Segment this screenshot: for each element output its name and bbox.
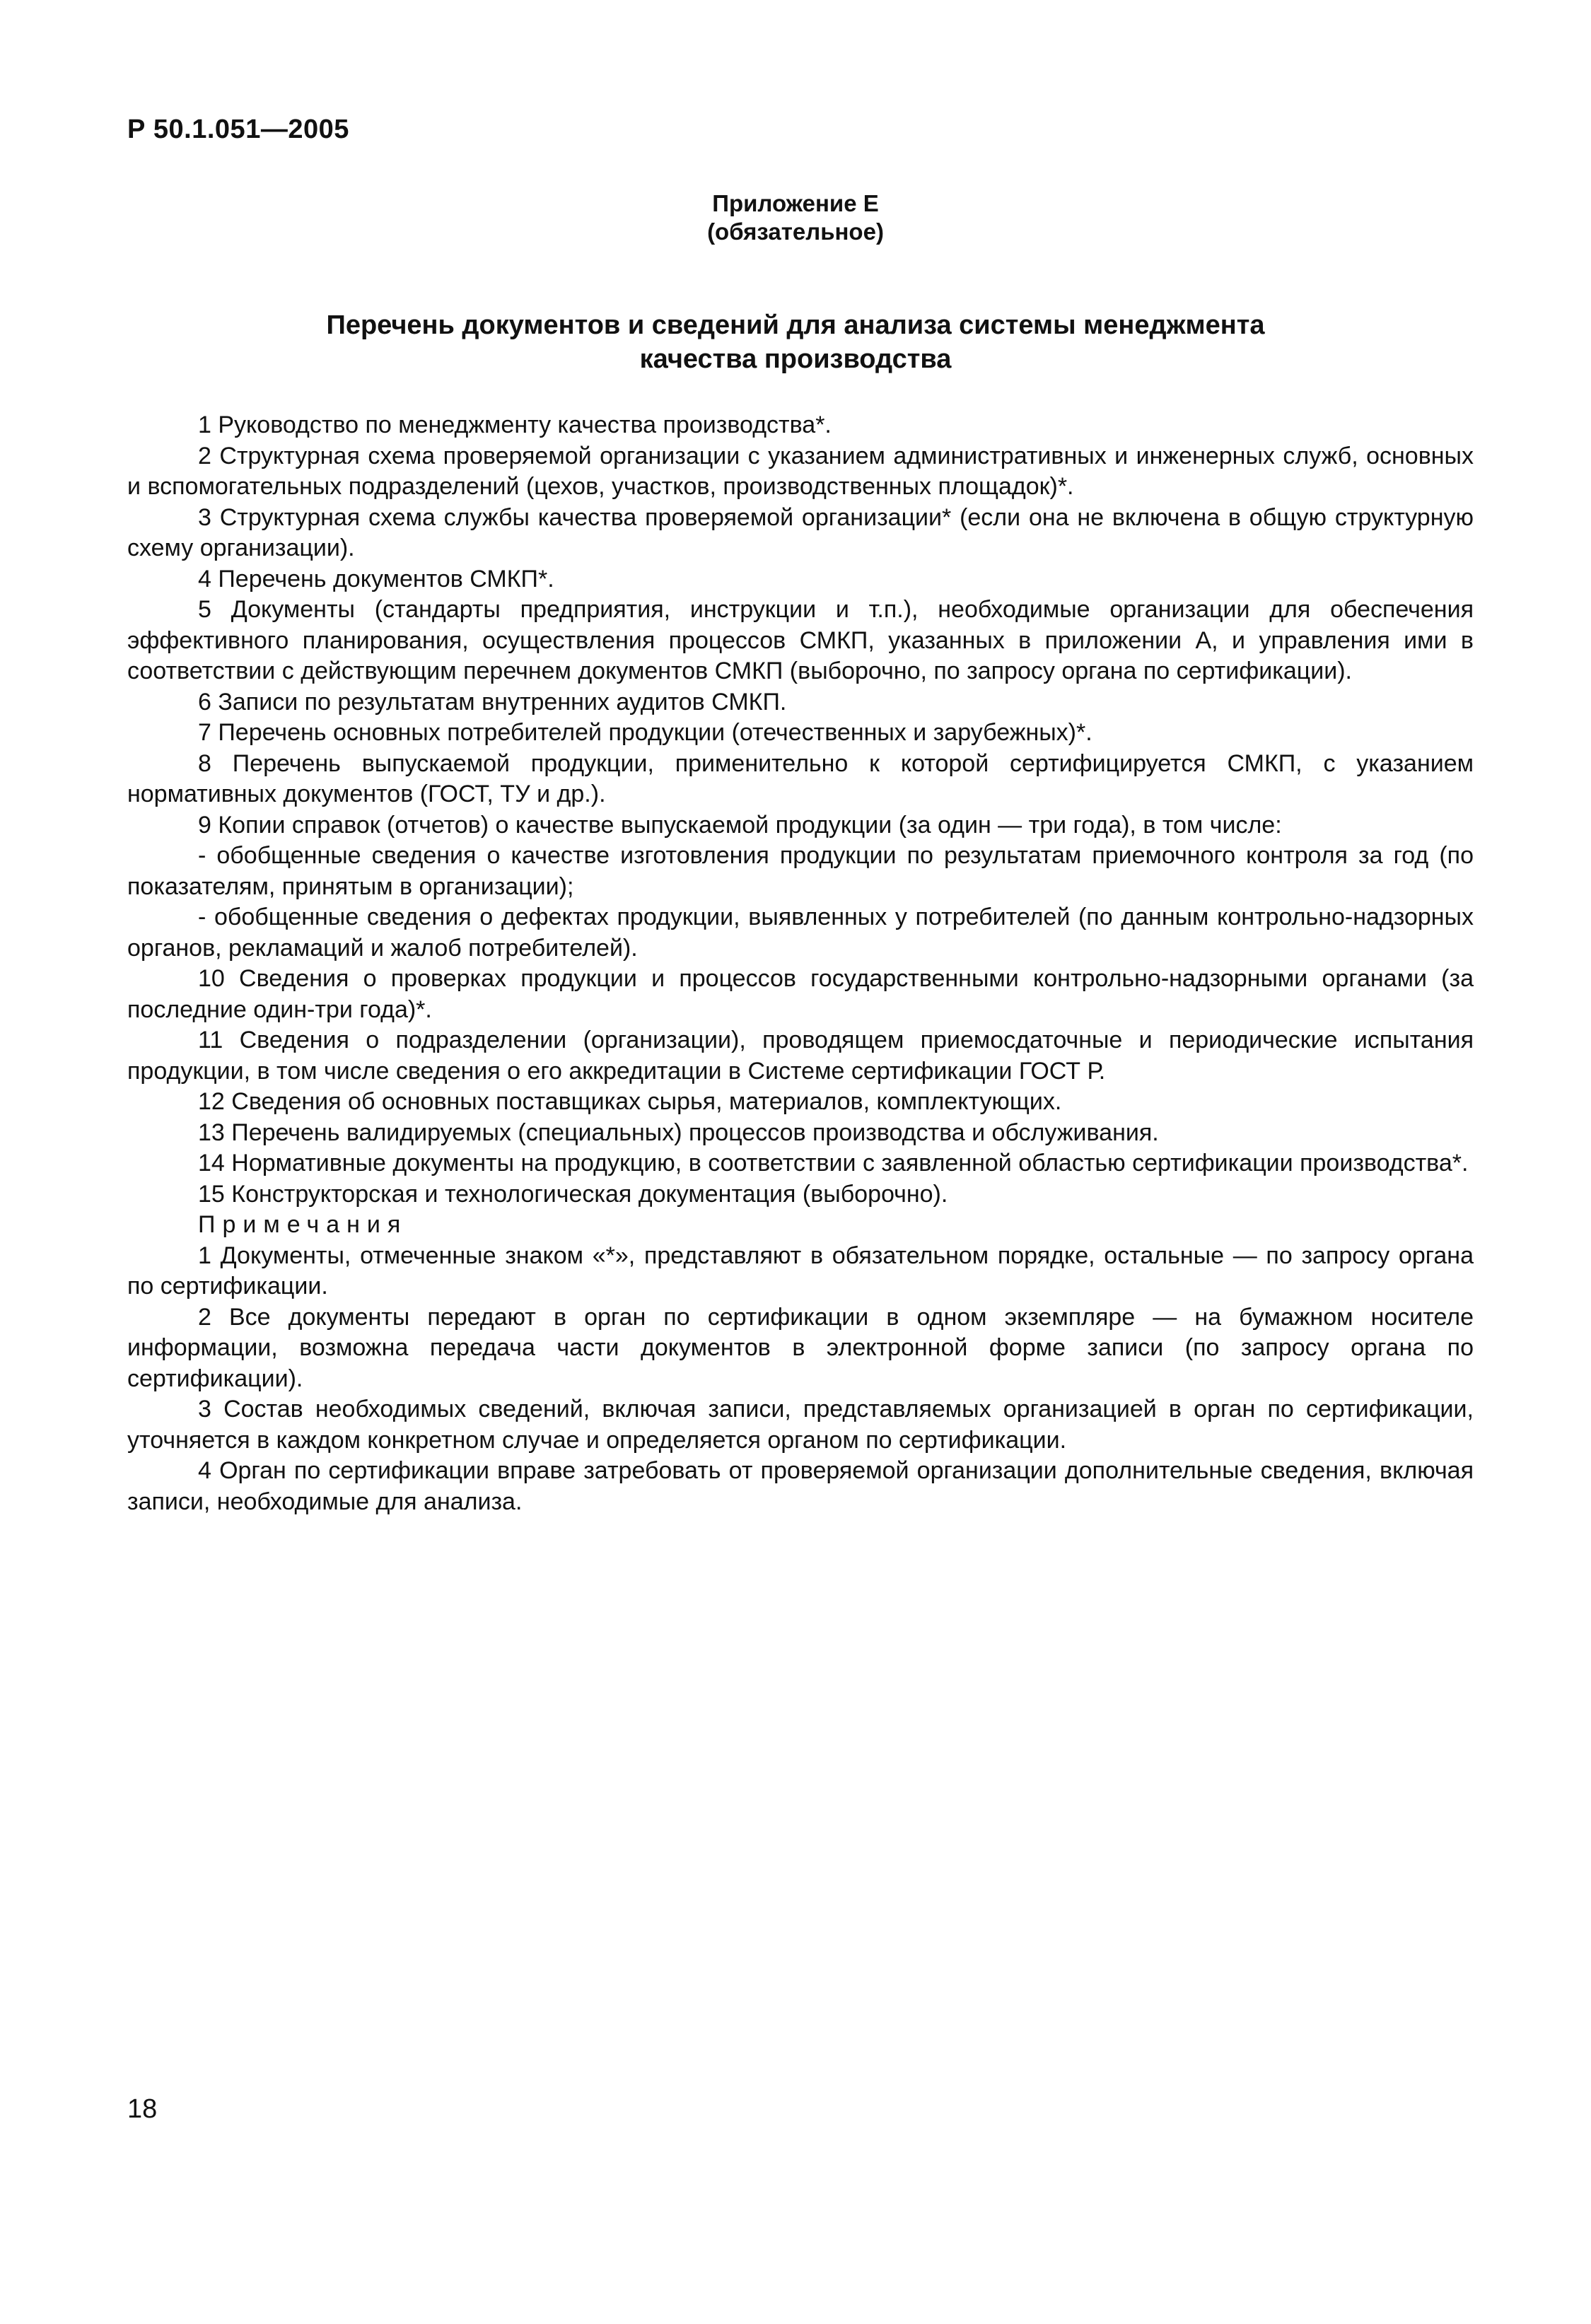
list-item-5: 5 Документы (стандарты предприятия, инструкции и т.п.), необходимые организации для обеспечения эффективного планирования, осуществления процессов СМКП, указанных в приложении А, и управления ими в соответствии с действующим перечнем документов СМКП (выборочно, по запросу органа по сертификации). bbox=[127, 596, 1474, 684]
note-item-3: 3 Состав необходимых сведений, включая записи, представляемых организацией в орган по сертификации, уточняется в каждом конкретном случае и определяется органом по сертификации. bbox=[127, 1396, 1474, 1454]
list-item-3: 3 Структурная схема службы качества проверяемой организации* (если она не включена в общую структурную схему организации). bbox=[127, 503, 1474, 561]
list-item-9-sub-1: - обобщенные сведения о качестве изготовления продукции по результатам приемочного контроля за год (по показателям, принятым в организации); bbox=[127, 842, 1474, 900]
list-item-9-sub-2: - обобщенные сведения о дефектах продукции, выявленных у потребителей (по данным контрольно-надзорных органов, рекламаций и жалоб потребителей). bbox=[127, 904, 1474, 962]
page-title bbox=[212, 308, 1379, 376]
list-item-10: 10 Сведения о проверках продукции и процессов государственными контрольно-надзорными органами (за последние один-три года)*. bbox=[127, 965, 1474, 1023]
document-number: Р 50.1.051—2005 bbox=[127, 115, 349, 144]
list-item-11: 11 Сведения о подразделении (организации), проводящем приемосдаточные и периодические испытания продукции, в том числе сведения о его аккредитации в Системе сертификации ГОСТ Р. bbox=[127, 1027, 1474, 1085]
appendix-heading bbox=[0, 189, 1591, 246]
appendix-status: (обязательное) bbox=[707, 218, 884, 245]
list-item-4: 4 Перечень документов СМКП*. bbox=[198, 565, 554, 592]
title-line-1: Перечень документов и сведений для анализа системы менеджмента bbox=[326, 310, 1265, 340]
list-item-8: 8 Перечень выпускаемой продукции, применительно к которой сертифицируется СМКП, с указанием нормативных документов (ГОСТ, ТУ и др.). bbox=[127, 749, 1474, 807]
list-item-15: 15 Конструкторская и технологическая документация (выборочно). bbox=[198, 1180, 948, 1208]
note-item-2: 2 Все документы передают в орган по сертификации в одном экземпляре — на бумажном носителе информации, возможна передача части документов в электронной форме записи (по запросу органа по сертификации). bbox=[127, 1303, 1474, 1392]
list-item-6: 6 Записи по результатам внутренних аудитов СМКП. bbox=[198, 688, 787, 716]
notes-heading: Примечания bbox=[198, 1211, 408, 1238]
list-item-12: 12 Сведения об основных поставщиках сырья, материалов, комплектующих. bbox=[198, 1088, 1062, 1115]
list-item-2: 2 Структурная схема проверяемой организации с указанием административных и инженерных служб, основных и вспомогательных подразделений (цехов, участков, производственных площадок)*. bbox=[127, 442, 1474, 500]
appendix-label: Приложение Е bbox=[712, 190, 879, 216]
title-line-2: качества производства bbox=[639, 344, 952, 374]
list-item-1: 1 Руководство по менеджменту качества производства*. bbox=[198, 411, 832, 438]
list-item-13: 13 Перечень валидируемых (специальных) процессов производства и обслуживания. bbox=[198, 1119, 1159, 1146]
note-item-1: 1 Документы, отмеченные знаком «*», представляют в обязательном порядке, остальные — по запросу органа по сертификации. bbox=[127, 1242, 1474, 1300]
note-item-4: 4 Орган по сертификации вправе затребовать от проверяемой организации дополнительные сведения, включая записи, необходимые для анализа. bbox=[127, 1457, 1474, 1515]
list-item-9: 9 Копии справок (отчетов) о качестве выпускаемой продукции (за один — три года), в том числе: bbox=[198, 811, 1282, 839]
list-item-7: 7 Перечень основных потребителей продукции (отечественных и зарубежных)*. bbox=[198, 719, 1092, 746]
list-item-14: 14 Нормативные документы на продукцию, в соответствии с заявленной областью сертификации производства*. bbox=[198, 1150, 1469, 1176]
page-number: 18 bbox=[127, 2094, 158, 2124]
document-body bbox=[127, 410, 1474, 1517]
